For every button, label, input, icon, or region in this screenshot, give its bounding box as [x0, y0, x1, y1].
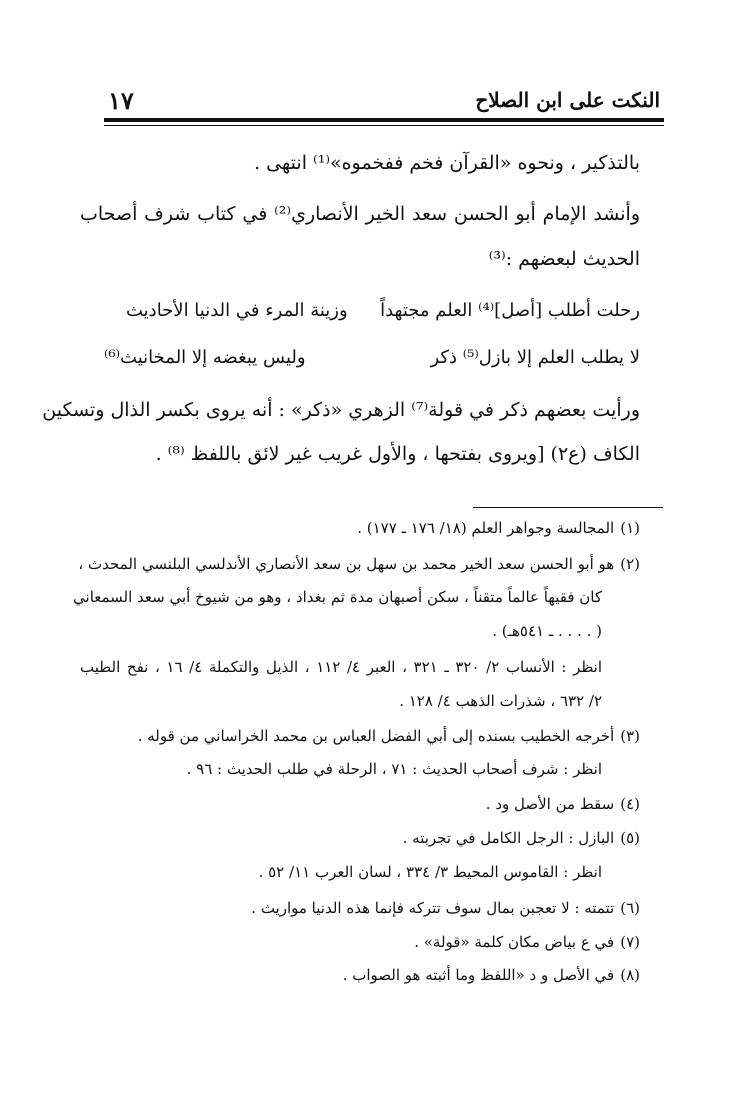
- footnote-1: [80, 519, 640, 537]
- verse-2-second-hemistich: وليس يبغضه إلا المخانيث⁽⁶⁾: [104, 347, 306, 368]
- footnote-8: [80, 966, 640, 984]
- running-header: [108, 86, 660, 116]
- footnote-number: (١): [620, 519, 640, 537]
- verse-1-second-hemistich: وزينة المرء في الدنيا الأحاديث: [126, 300, 348, 321]
- footnote-separator: [473, 507, 663, 508]
- footnote-5: [80, 829, 640, 847]
- footnote-2-line-3: ( . . . . ـ ٥٤١هـ) .: [492, 622, 602, 640]
- body-line-2: وأنشد الإمام أبو الحسن سعد الخير الأنصاري⁽²⁾ في كتاب شرف أصحاب: [80, 203, 640, 225]
- body-line-3: الحديث لبعضهم :⁽³⁾: [488, 248, 640, 270]
- footnote-text: في ع بياض مكان كلمة «قولة» .: [414, 933, 615, 951]
- header-rule-thin: [104, 125, 664, 126]
- footnote-3: [80, 727, 640, 745]
- header-rule-thick: [104, 118, 664, 122]
- footnote-6: [80, 899, 640, 917]
- footnote-text: تتمته : لا تعجبن بمال سوف تتركه فإنما هذه الدنيا مواريث .: [251, 899, 615, 917]
- body-line-4: ورأيت بعضهم ذكر في قولة⁽⁷⁾ الزهري «ذكر» : أنه يروى بكسر الذال وتسكين: [42, 399, 640, 421]
- footnote-number: (٢): [620, 555, 640, 573]
- footnote-number: (٨): [620, 966, 640, 984]
- body-line-1: بالتذكير ، ونحوه «القرآن فخم ففخموه»⁽¹⁾ انتهى .: [254, 152, 640, 174]
- footnote-text: المجالسة وجواهر العلم (١٨/ ١٧٦ ـ ١٧٧) .: [357, 519, 615, 537]
- footnote-7: [80, 933, 640, 951]
- footnote-number: (٥): [620, 829, 640, 847]
- footnote-2-line-5: ٢/ ٦٣٢ ، شذرات الذهب ٤/ ١٢٨ .: [399, 692, 602, 710]
- footnote-number: (٣): [620, 727, 640, 745]
- book-title: النكت على ابن الصلاح: [475, 88, 660, 112]
- footnote-2-line-4: انظر : الأنساب ٢/ ٣٢٠ ـ ٣٢١ ، العبر ٤/ ١١٢ ، الذيل والتكملة ٤/ ١٦ ، نفح الطيب: [80, 658, 603, 676]
- footnote-number: (٤): [620, 795, 640, 813]
- verse-2-first-hemistich: لا يطلب العلم إلا بازل⁽⁵⁾ ذكر: [430, 347, 640, 368]
- footnote-number: (٦): [620, 899, 640, 917]
- footnote-2: [80, 555, 640, 573]
- footnote-text: هو أبو الحسن سعد الخير محمد بن سهل بن سعد الأنصاري الأندلسي البلنسي المحدث ،: [78, 555, 615, 573]
- footnote-text: أخرجه الخطيب بسنده إلى أبي الفضل العباس بن محمد الخراساني من قوله .: [137, 727, 615, 745]
- footnote-number: (٧): [620, 933, 640, 951]
- page-number: ١٧: [108, 86, 134, 115]
- footnote-text: سقط من الأصل ود .: [485, 795, 615, 813]
- footnote-5-line-2: انظر : القاموس المحيط ٣/ ٣٣٤ ، لسان العرب ١١/ ٥٢ .: [258, 863, 602, 881]
- footnote-4: [80, 795, 640, 813]
- footnote-3-line-2: انظر : شرف أصحاب الحديث : ٧١ ، الرحلة في طلب الحديث : ٩٦ .: [186, 760, 602, 778]
- footnote-text: في الأصل و د «اللفظ وما أثبته هو الصواب .: [342, 966, 615, 984]
- verse-1-first-hemistich: رحلت أطلب [أصل]⁽⁴⁾ العلم مجتهداً: [380, 300, 640, 321]
- footnote-text: البازل : الرجل الكامل في تجربته .: [402, 829, 615, 847]
- body-line-5: الكاف (ع٢) [ويروى بفتحها ، والأول غريب غير لائق باللفظ ⁽⁸⁾ .: [155, 443, 640, 465]
- footnote-2-line-2: كان فقيهاً عالماً متقناً ، سكن أصبهان مدة ثم بغداد ، وهو من شيوخ أبي سعد السمعاني: [73, 588, 602, 606]
